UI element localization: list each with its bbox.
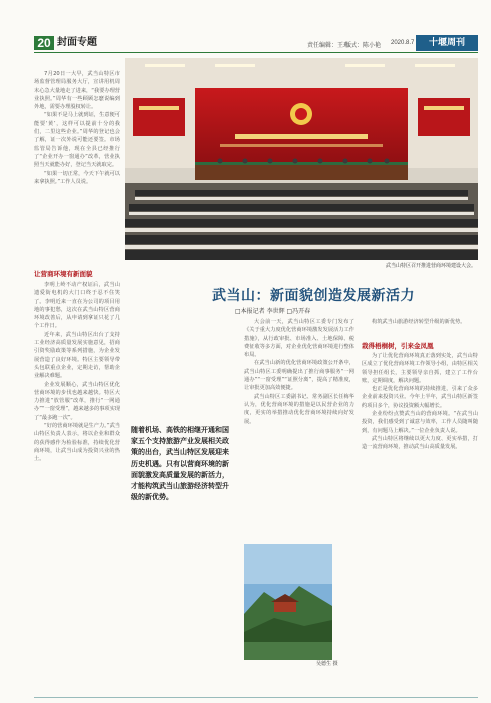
footer-rule	[34, 697, 478, 698]
photo-caption: 武当山特区召开推进营商环境建设大会。	[386, 263, 477, 269]
pull-quote	[131, 424, 229, 502]
paragraph: 企业纷纷点赞武当山的营商环境。“在武当山投资，我们感受到了诚意与效率，工作人员随叫随到，有问题马上解决。”一位企业负责人说。	[362, 411, 478, 434]
paragraph: 企业发展顺心，武当山特区优化营商环境的步伐也越来越快。特区大力推进“放管服”改革，推行“一网通办”“一窗受理”，越来越多的事项实现了“最多跑一次”。	[34, 381, 120, 421]
paragraph: 李明上岭不动产权证后，武当山遗爱街电机的大门口终于忍不住笑了。李明近来一直在为公司的项目用地的事犯愁，这次在武当山特区营商环境改善后，从申请到拿证只花了几个工作日。	[34, 282, 120, 330]
right-column-top	[362, 318, 478, 338]
paragraph: “好的营商环境就是生产力。”武当山特区负责人表示，将以企业和群众的获得感作为检验标准，持续优化营商环境，让武当山成为投资兴业的热土。	[34, 423, 120, 463]
paragraph: 7月20日一大早，武当山特区市场监督管理局服务大厅，宣讲用机周末心急大量地走了进来，“我要办理营业执照。”周华有一些顾顾怎麽说编到外地，需要办理股权转让。	[34, 71, 120, 111]
mountain-temple-image	[244, 544, 332, 660]
right-column	[362, 352, 478, 693]
meeting-photo	[125, 58, 478, 260]
paragraph: 构筑武当山旅游经济转型升级的新优势。	[372, 319, 466, 325]
paragraph: 也正是优化营商环境的持续推进，引来了众多企业前来投资兴业。今年上半年，武当山特区新签约项目多个，协议投资额大幅增长。	[362, 386, 478, 409]
landscape-photo-caption: 吴德生 摄	[316, 661, 338, 667]
left-column-bottom	[34, 281, 120, 693]
landscape-photo	[244, 544, 332, 660]
middle-column	[244, 318, 354, 542]
article-headline: 武当山：新面貌创造发展新活力	[212, 288, 415, 304]
article-byline: □本报记者 李世辉 □冯开春	[235, 308, 311, 315]
paragraph: “如果一切正常，今天下午就可以来拿执照。”工作人员说。	[34, 170, 120, 185]
header-rule	[34, 52, 478, 53]
paragraph: “如果不是马上就到证，生意便可能要‘黄’，这样可以提前十分的我们，二里这些企业。”周华的登记也会了解，证一次外说可能还要签。市场监管局告诉他，现在全县已经推行了“企业开办一窗通办”改革，营业执照当天就能办好，登记当天就取完。	[34, 112, 120, 169]
paragraph: 近年来，武当山特区出台了支持工业经济高质量发展实施意见，招商引资奖励政策等系列措施，为企业发展营造了良好环境。特区主要领导带头包联重点企业，定期走访，帮助企业解决难题。	[34, 331, 120, 380]
section-subhead-right: 栽得梧桐树，引来金凤凰	[362, 342, 434, 350]
paragraph: 武当山特区工委副书记、常务副区长任梅华认为，优化营商环境的措施是以民营企业的力度，更实的举措推动优化营商环境持续向好发展。	[244, 393, 354, 425]
section-title: 封面专题	[57, 37, 97, 48]
editor-credit: 责任编辑：王玮	[307, 43, 350, 49]
page-number: 20	[34, 36, 54, 50]
paragraph: 大会前一天，武当山特区工委专门发布了《关于重大力度优化营商环境激发发展活力工作措施》，从行政审批、市场准入、土地保障、税费征收等多方面，对企业优化营商环境进行整体布局。	[244, 319, 354, 359]
section-subhead-left: 让营商环境有新面貌	[34, 270, 93, 278]
paragraph: 武当山特区将继续以更大力度、更实举措，打造一流营商环境，推动武当山高质量发展。	[362, 435, 478, 451]
newspaper-brand: 十堰周刊	[416, 35, 478, 51]
paragraph: 在武当山新的优化营商环境政策公开条中，武当山特区工委明确提出了推行商事服务“一网通办”“一窗受理”“证照分离”，提高了精准度，让审批更加高效便捷。	[244, 360, 354, 392]
paragraph: 为了让优化营商环境真正落到实处，武当山特区成立了优化营商环境工作领导小组，由特区相关领导担任组长，主要领导亲自抓，建立了工作台账，定期调度，解决问题。	[362, 353, 478, 384]
meeting-hall-image	[125, 58, 478, 260]
page-header	[0, 0, 491, 52]
issue-date: 2020.8.7	[391, 40, 415, 46]
left-column-top	[34, 70, 120, 270]
pull-quote-text: 随着机场、高铁的相继开通和国家五个支持旅游产业发展相关政策的出台，武当山特区发展迎来历史机遇。只有以营商环境的新面貌激发高质量发展的新活力，才能构筑武当山旅游经济转型升级的新优势。	[131, 425, 229, 502]
designer-credit: 版式：陈小艳	[345, 43, 382, 49]
